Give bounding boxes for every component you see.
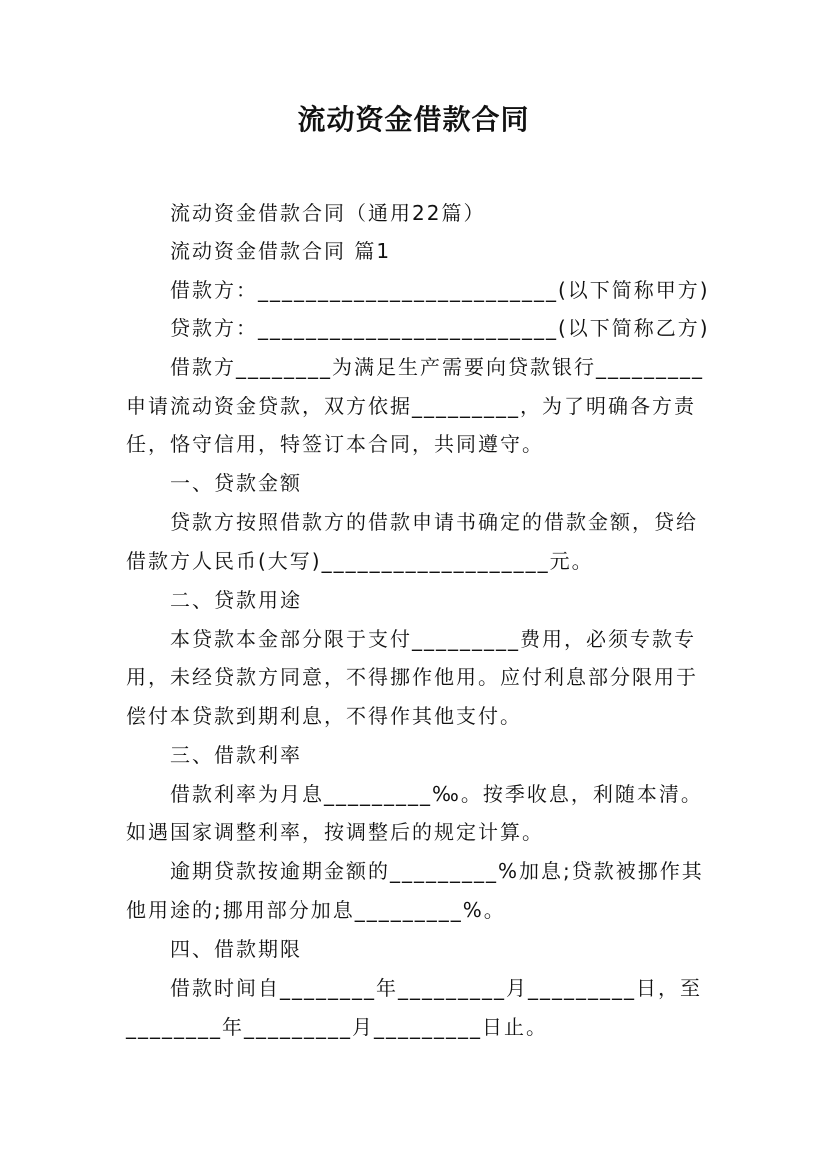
doc-line-2: 流动资金借款合同 篇1 (170, 239, 392, 263)
doc-line-19: 他用途的;挪用部分加息_________%。 (126, 898, 506, 922)
section-heading-3: 三、借款利率 (170, 743, 302, 767)
doc-line-10: 借款方人民币(大写)___________________元。 (126, 549, 594, 573)
section-heading-4: 四、借款期限 (170, 937, 302, 961)
doc-line-3: 借款方：_________________________(以下简称甲方) (170, 278, 710, 302)
doc-line-14: 偿付本贷款到期利息，不得作其他支付。 (126, 704, 522, 728)
doc-line-5: 借款方________为满足生产需要向贷款银行_________ (170, 355, 704, 379)
doc-line-22: ________年_________月_________日止。 (126, 1015, 548, 1039)
doc-line-18: 逾期贷款按逾期金额的_________%加息;贷款被挪作其 (170, 859, 704, 883)
section-heading-2: 二、贷款用途 (170, 588, 302, 612)
doc-line-9: 贷款方按照借款方的借款申请书确定的借款金额，贷给 (170, 510, 698, 534)
doc-line-17: 如遇国家调整利率，按调整后的规定计算。 (126, 820, 544, 844)
doc-line-21: 借款时间自________年_________月_________日，至 (170, 976, 702, 1000)
doc-line-1: 流动资金借款合同（通用22篇） (170, 201, 486, 225)
doc-line-12: 本贷款本金部分限于支付_________费用，必须专款专 (170, 627, 696, 651)
doc-line-13: 用，未经贷款方同意，不得挪作他用。应付利息部分限用于 (126, 665, 698, 689)
document-title: 流动资金借款合同 (297, 103, 530, 136)
doc-line-7: 任，恪守信用，特签订本合同，共同遵守。 (126, 432, 544, 456)
doc-line-6: 申请流动资金贷款，双方依据_________，为了明确各方责 (126, 394, 696, 418)
doc-line-4: 贷款方：_________________________(以下简称乙方) (170, 316, 710, 340)
doc-line-16: 借款利率为月息_________‰。按季收息，利随本清。 (170, 782, 703, 806)
section-heading-1: 一、贷款金额 (170, 471, 302, 495)
